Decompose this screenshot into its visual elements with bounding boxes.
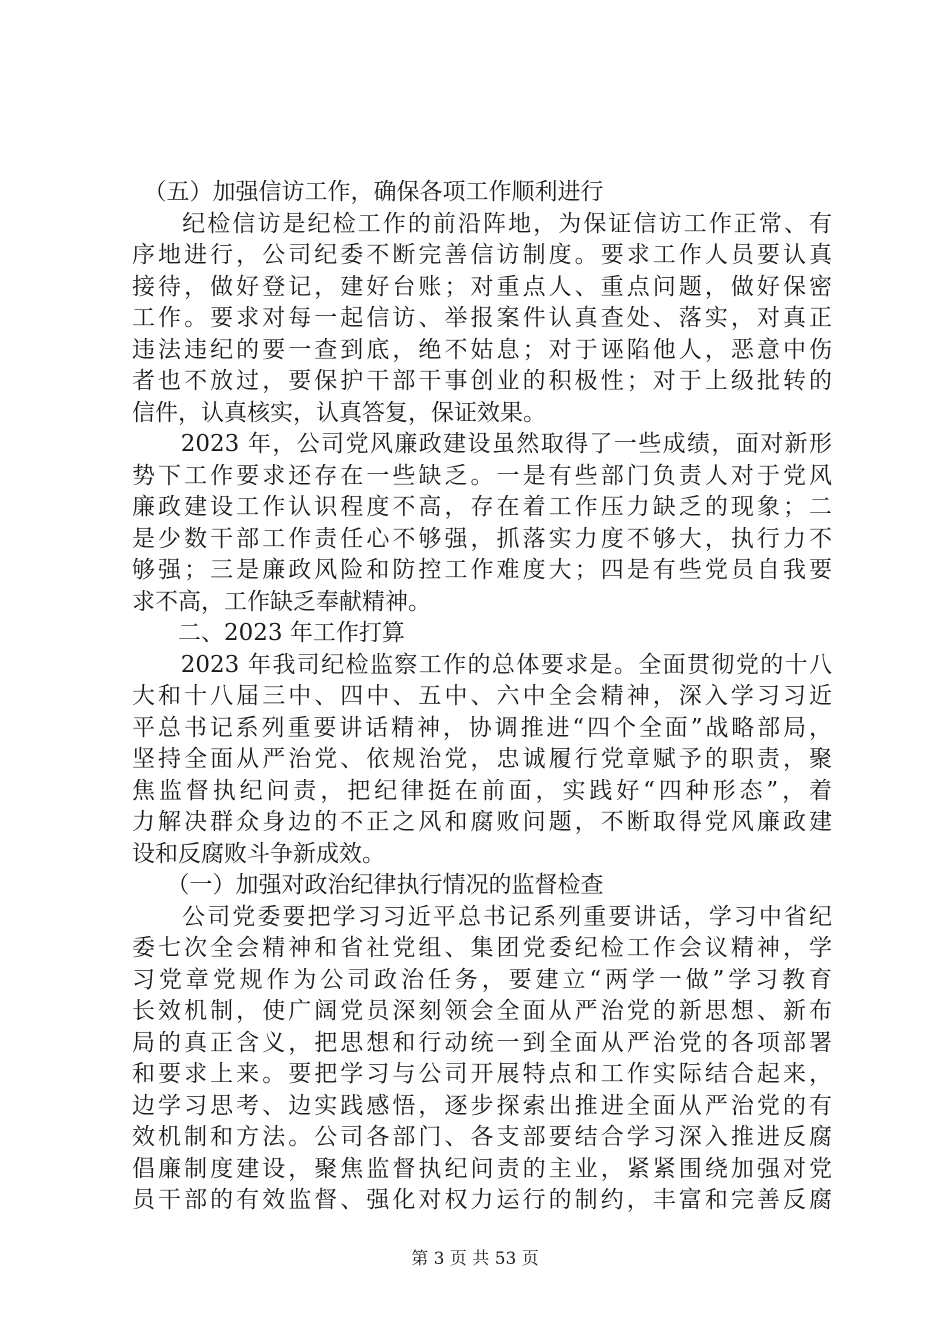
paragraph-line: 员干部的有效监督、强化对权力运行的制约，丰富和完善反腐 — [132, 1187, 832, 1213]
paragraph-line: 纪检信访是纪检工作的前沿阵地，为保证信访工作正常、有 — [132, 210, 832, 237]
paragraph-line: 是少数干部工作责任心不够强，抓落实力度不够大，执行力不 — [132, 525, 832, 552]
paragraph-line: 违法违纪的要一查到底，绝不姑息；对于诬陷他人，恶意中伤 — [132, 336, 832, 363]
paragraph-line: 效机制和方法。公司各部门、各支部要结合学习深入推进反腐 — [132, 1124, 832, 1150]
paragraph-line: 公司党委要把学习习近平总书记系列重要讲话，学习中省纪 — [132, 903, 832, 930]
paragraph-line: 廉政建设工作认识程度不高，存在着工作压力缺乏的现象；二 — [132, 494, 832, 520]
paragraph-line: 求不高，工作缺乏奉献精神。 — [132, 588, 431, 615]
paragraph-line: 坚持全面从严治党、依规治党，忠诚履行党章赋予的职责，聚 — [132, 746, 832, 772]
paragraph-line: 焦监督执纪问责，把纪律挺在前面，实践好“四种形态”，着 — [132, 777, 832, 804]
paragraph-line: 接待，做好登记，建好台账；对重点人、重点问题，做好保密 — [132, 273, 832, 300]
paragraph-line: 大和十八届三中、四中、五中、六中全会精神，深入学习习近 — [132, 683, 832, 709]
paragraph-line: 局的真正含义，把思想和行动统一到全面从严治党的各项部署 — [132, 1029, 832, 1056]
paragraph-line: 工作。要求对每一起信访、举报案件认真查处、落实，对真正 — [132, 305, 832, 331]
page-number-footer: 第 3 页 共 53 页 — [411, 1249, 539, 1269]
paragraph-line: 和要求上来。要把学习与公司开展特点和工作实际结合起来， — [132, 1061, 832, 1087]
paragraph-line: 平总书记系列重要讲话精神，协调推进“四个全面”战略部局， — [132, 714, 832, 741]
paragraph-line: 长效机制，使广阔党员深刻领会全面从严治党的新思想、新布 — [132, 998, 832, 1024]
paragraph-line: 够强；三是廉政风险和防控工作难度大；四是有些党员自我要 — [132, 557, 832, 583]
paragraph-line: 边学习思考、边实践感悟，逐步探索出推进全面从严治党的有 — [132, 1092, 832, 1119]
section-heading-political-discipline: （一）加强对政治纪律执行情况的监督检查 — [132, 872, 604, 898]
paragraph-line: 习党章党规作为公司政治任务，要建立“两学一做”学习教育 — [132, 966, 832, 993]
paragraph-line: 信件，认真核实，认真答复，保证效果。 — [132, 399, 546, 426]
document-body — [132, 177, 832, 1217]
section-heading-work-plan: 二、2023 年工作打算 — [132, 620, 405, 646]
paragraph-line: 2023 年，公司党风廉政建设虽然取得了一些成绩，面对新形 — [132, 431, 832, 457]
paragraph-line: 委七次全会精神和省社党组、集团党委纪检工作会议精神，学 — [132, 935, 832, 961]
paragraph-line: 2023 年我司纪检监察工作的总体要求是。全面贯彻党的十八 — [132, 651, 832, 678]
paragraph-line: 倡廉制度建设，聚焦监督执纪问责的主业，紧紧围绕加强对党 — [132, 1155, 832, 1182]
paragraph-line: 设和反腐败斗争新成效。 — [132, 840, 385, 867]
paragraph-line: 者也不放过，要保护干部干事创业的积极性；对于上级批转的 — [132, 368, 832, 394]
paragraph-line: 势下工作要求还存在一些缺乏。一是有些部门负责人对于党风 — [132, 462, 832, 489]
section-heading-petition-work: （五）加强信访工作，确保各项工作顺利进行 — [132, 179, 604, 205]
paragraph-line: 序地进行，公司纪委不断完善信访制度。要求工作人员要认真 — [132, 242, 832, 268]
paragraph-line: 力解决群众身边的不正之风和腐败问题，不断取得党风廉政建 — [132, 809, 832, 835]
